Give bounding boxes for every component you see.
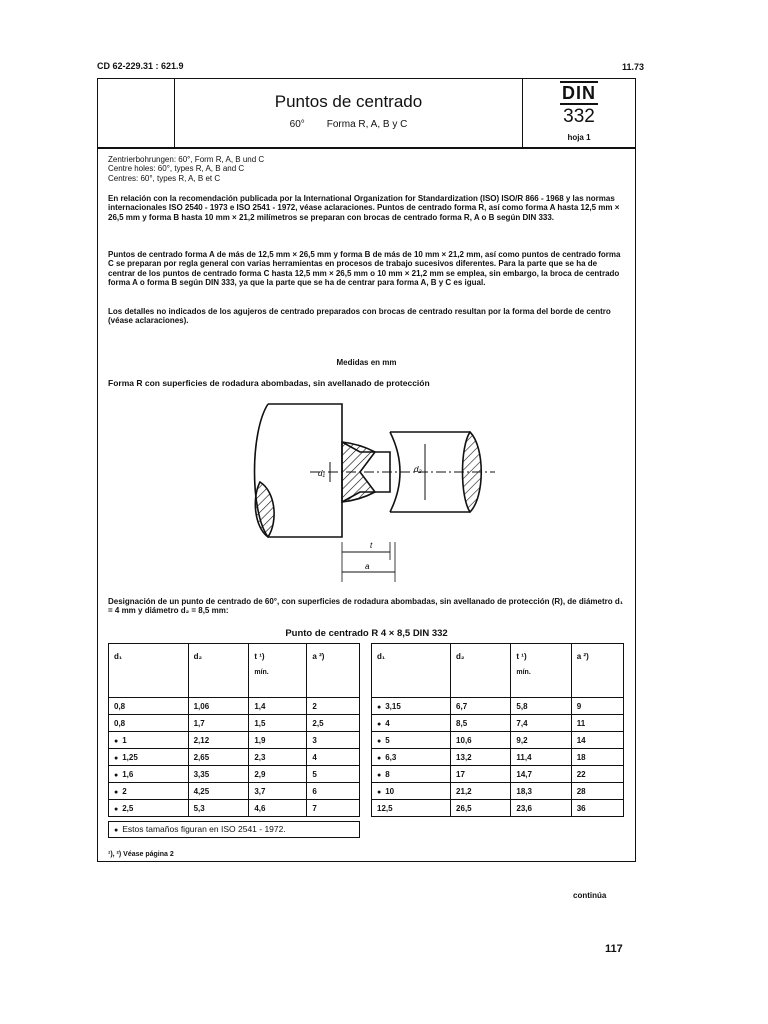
table-row bbox=[109, 698, 360, 715]
document-reference: CD 62-229.31 : 621.9 bbox=[97, 61, 184, 71]
din-text: DIN bbox=[562, 83, 596, 103]
paragraph-iso: En relación con la recomendación publicada por la International Organization for Standardization (ISO) ISO/R 866 - 1968 y las normas internacionales ISO 2540 - 1973 e ISO 2541 - 1972, véase aclaraciones. Puntos de centrado forma R, así como forma A hasta 12,5 mm × 26,5 mm y forma B hasta 10 mm × 21,2 milímetros se preparan con brocas de centrado forma R, A o B según DIN 333. bbox=[108, 194, 620, 222]
iso-note: ● Estos tamaños figuran en ISO 2541 - 1972. bbox=[108, 821, 360, 838]
centre-hole-drawing bbox=[210, 392, 510, 592]
header-t-label: t ¹) bbox=[254, 652, 265, 661]
header-t bbox=[249, 644, 307, 698]
table-header-row bbox=[372, 644, 624, 698]
title-french: Centres: 60°, types R, A, B et C bbox=[108, 173, 221, 183]
cell-d1: ● 1,6 bbox=[109, 766, 189, 783]
cell-t: 23,6 bbox=[511, 800, 571, 817]
cell-t: 2,9 bbox=[249, 766, 307, 783]
cell-t: 1,5 bbox=[249, 715, 307, 732]
cell-a: 3 bbox=[307, 732, 360, 749]
header-t-label: t ¹) bbox=[516, 652, 527, 661]
cell-t: 1,4 bbox=[249, 698, 307, 715]
cell-a: 5 bbox=[307, 766, 360, 783]
cell-a: 4 bbox=[307, 749, 360, 766]
label-t: t bbox=[370, 541, 373, 550]
cell-d2: 8,5 bbox=[451, 715, 511, 732]
forma-r-heading bbox=[108, 378, 430, 388]
footnote: ¹), ²) Véase página 2 bbox=[108, 851, 174, 858]
cell-d2: 1,7 bbox=[188, 715, 249, 732]
cell-a: 22 bbox=[571, 766, 623, 783]
designation-example: Punto de centrado R 4 × 8,5 DIN 332 bbox=[285, 628, 448, 639]
designation-text: Designación de un punto de centrado de 60°, con superficies de rodadura abombadas, sin avellanado de protección (R), de diámetro d₁ = 4 mm y diámetro d₂ = 8,5 mm: bbox=[108, 597, 624, 616]
cell-d1: ● 4 bbox=[372, 715, 451, 732]
continues-label: continúa bbox=[573, 891, 607, 900]
cell-d1: ● 8 bbox=[372, 766, 451, 783]
cell-d2: 1,06 bbox=[188, 698, 249, 715]
cell-d1: ● 1,25 bbox=[109, 749, 189, 766]
forma-r-name: Forma R bbox=[108, 378, 143, 388]
cell-a: 14 bbox=[571, 732, 623, 749]
din-label bbox=[522, 83, 636, 104]
cell-d2: 4,25 bbox=[188, 783, 249, 800]
label-a: a bbox=[365, 562, 370, 571]
header-d1: d₁ bbox=[372, 644, 451, 698]
header-t bbox=[511, 644, 571, 698]
table-row bbox=[372, 749, 624, 766]
din-number: 332 bbox=[563, 106, 595, 127]
cell-d2: 26,5 bbox=[451, 800, 511, 817]
page-number: 117 bbox=[605, 943, 623, 955]
cell-t: 18,3 bbox=[511, 783, 571, 800]
cell-d1: ● 5 bbox=[372, 732, 451, 749]
table-row bbox=[372, 698, 624, 715]
cell-a: 28 bbox=[571, 783, 623, 800]
cell-t: 7,4 bbox=[511, 715, 571, 732]
cell-t: 2,3 bbox=[249, 749, 307, 766]
table-row bbox=[372, 800, 624, 817]
table-row bbox=[372, 715, 624, 732]
cell-d2: 21,2 bbox=[451, 783, 511, 800]
label-d2: d₂ bbox=[414, 465, 422, 474]
sheet-label: hoja 1 bbox=[567, 133, 591, 142]
cell-d1: ● 1 bbox=[109, 732, 189, 749]
dimensions-table-left bbox=[108, 643, 360, 817]
language-titles bbox=[108, 155, 624, 183]
cell-d1: ● 3,15 bbox=[372, 698, 451, 715]
paragraph-details: Los detalles no indicados de los agujeros de centrado preparados con brocas de centrado resultan por la forma del borde de centro (véase aclaraciones). bbox=[108, 307, 611, 326]
header-d2: d₂ bbox=[188, 644, 249, 698]
cell-t: 9,2 bbox=[511, 732, 571, 749]
table-row bbox=[372, 783, 624, 800]
header-a: a ²) bbox=[307, 644, 360, 698]
label-d1: d₁ bbox=[318, 469, 325, 478]
table-row bbox=[372, 766, 624, 783]
header-d1: d₁ bbox=[109, 644, 189, 698]
cell-d1: 0,8 bbox=[109, 715, 189, 732]
header-a: a ²) bbox=[571, 644, 623, 698]
cell-d2: 3,35 bbox=[188, 766, 249, 783]
cell-t: 3,7 bbox=[249, 783, 307, 800]
cell-t: 11,4 bbox=[511, 749, 571, 766]
document-date: 11.73 bbox=[622, 62, 645, 72]
cell-t: 4,6 bbox=[249, 800, 307, 817]
cell-d2: 13,2 bbox=[451, 749, 511, 766]
cell-a: 2 bbox=[307, 698, 360, 715]
header-divider bbox=[97, 147, 636, 149]
table-header-row bbox=[109, 644, 360, 698]
cell-t: 1,9 bbox=[249, 732, 307, 749]
cell-a: 11 bbox=[571, 715, 623, 732]
cell-d2: 6,7 bbox=[451, 698, 511, 715]
table-row bbox=[372, 732, 624, 749]
cell-t: 14,7 bbox=[511, 766, 571, 783]
cell-a: 36 bbox=[571, 800, 623, 817]
title-german: Zentrierbohrungen: 60°, Form R, A, B und C bbox=[108, 155, 265, 164]
page-subtitle bbox=[175, 119, 522, 130]
cell-d2: 2,65 bbox=[188, 749, 249, 766]
table-row bbox=[109, 749, 360, 766]
cell-d1: ● 6,3 bbox=[372, 749, 451, 766]
forms-label: Forma R, A, B y C bbox=[326, 119, 408, 130]
cell-a: 6 bbox=[307, 783, 360, 800]
workpiece-outline bbox=[268, 404, 342, 537]
cell-d2: 10,6 bbox=[451, 732, 511, 749]
units-note: Medidas en mm bbox=[336, 358, 397, 367]
cell-a: 7 bbox=[307, 800, 360, 817]
table-row bbox=[109, 800, 360, 817]
cell-d2: 17 bbox=[451, 766, 511, 783]
header-blank-cell bbox=[97, 78, 175, 148]
title-english: Centre holes: 60°, types R, A, B and C bbox=[108, 164, 245, 174]
forma-r-description: con superficies de rodadura abombadas, sin avellanado de protección bbox=[142, 378, 430, 388]
dimensions-table-right bbox=[371, 643, 624, 817]
table-row bbox=[109, 783, 360, 800]
paragraph-forms: Puntos de centrado forma A de más de 12,5 mm × 26,5 mm y forma B de más de 10 mm × 21,2 mm, así como puntos de centrado forma C se preparan por regla general con varias herramientas en procesos de trabajo sucesivos diferentes. Para la parte que se ha de centrar de los puntos de centrado forma C hasta 12,5 mm × 26,5 mm o 10 mm × 21,2 mm se emplea, sin embargo, la broca de centrado forma A o forma B según DIN 333, ya que la parte que se ha de centrar para forma A, B y C es igual. bbox=[108, 250, 621, 288]
header-t-min: mín. bbox=[516, 669, 531, 676]
table-row bbox=[109, 715, 360, 732]
header-d2: d₂ bbox=[451, 644, 511, 698]
cell-a: 18 bbox=[571, 749, 623, 766]
cell-d1: ● 2,5 bbox=[109, 800, 189, 817]
cell-d1: 0,8 bbox=[109, 698, 189, 715]
cell-d1: ● 10 bbox=[372, 783, 451, 800]
page-title: Puntos de centrado bbox=[274, 92, 423, 111]
cell-d2: 2,12 bbox=[188, 732, 249, 749]
table-row bbox=[109, 732, 360, 749]
break-section-hatch bbox=[255, 482, 274, 537]
cell-a: 9 bbox=[571, 698, 623, 715]
table-row bbox=[109, 766, 360, 783]
angle-label: 60° bbox=[289, 119, 305, 130]
cell-a: 2,5 bbox=[307, 715, 360, 732]
cell-d2: 5,3 bbox=[188, 800, 249, 817]
cell-d1: 12,5 bbox=[372, 800, 451, 817]
cell-d1: ● 2 bbox=[109, 783, 189, 800]
header-t-min: mín. bbox=[254, 669, 269, 676]
cell-t: 5,8 bbox=[511, 698, 571, 715]
